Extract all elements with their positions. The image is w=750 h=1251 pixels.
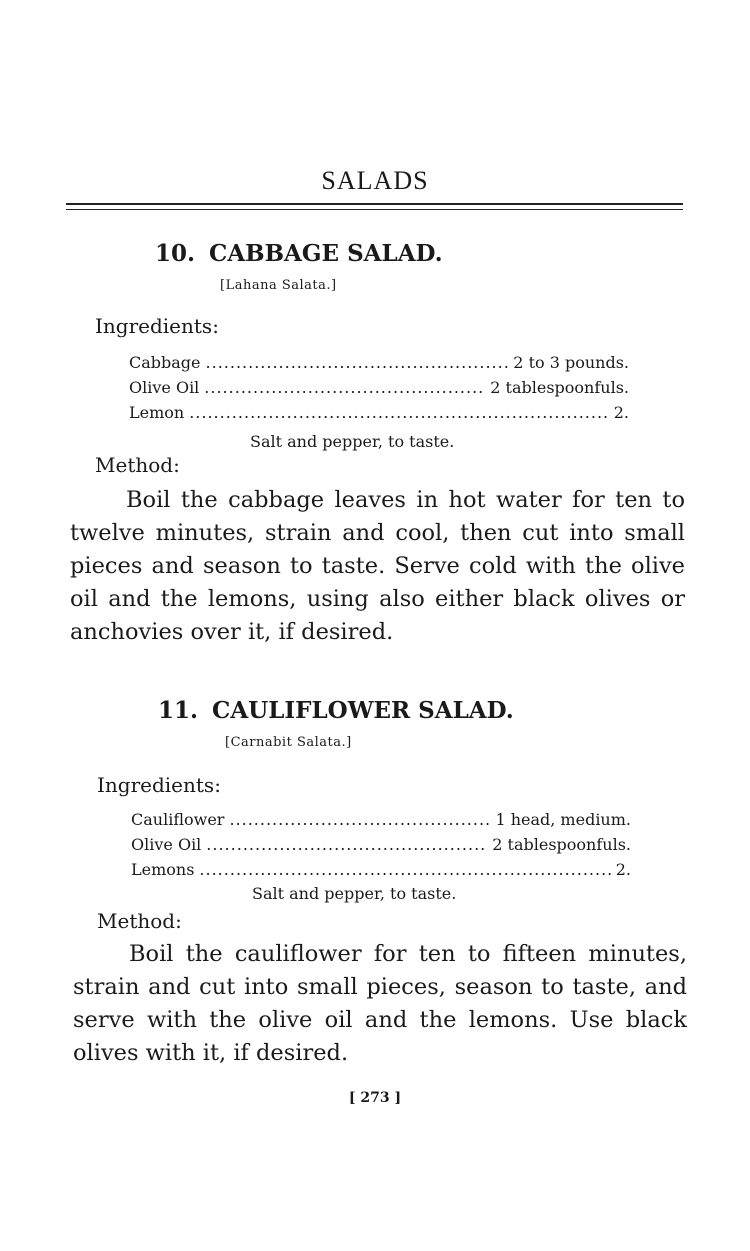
page-number: [ 273 ] — [348, 1090, 402, 1106]
running-head: SALADS — [321, 166, 429, 195]
ingredient-row — [131, 835, 631, 854]
ingredient-row — [129, 403, 629, 422]
ingredient-name: Olive Oil — [131, 835, 202, 854]
ingredient-name: Cabbage — [129, 353, 201, 372]
ingredient-row — [129, 353, 629, 372]
method-label: Method: — [95, 453, 180, 477]
recipe-number: 10. — [155, 240, 196, 267]
dot-leader — [206, 835, 487, 854]
dot-leader — [199, 860, 610, 879]
dot-leader — [229, 810, 490, 829]
ingredients-label: Ingredients: — [97, 773, 221, 797]
ingredient-amount: 1 head, medium. — [495, 810, 631, 829]
recipe-title — [155, 240, 443, 267]
ingredient-name: Olive Oil — [129, 378, 200, 397]
ingredient-name: Cauliflower — [131, 810, 225, 829]
ingredient-amount: 2 to 3 pounds. — [513, 353, 629, 372]
recipe-number: 11. — [158, 697, 199, 724]
dot-leader — [206, 353, 509, 372]
recipe-subtitle: [Carnabit Salata.] — [225, 735, 352, 750]
seasoning-note: Salt and pepper, to taste. — [252, 884, 457, 903]
ingredient-amount: 2. — [613, 403, 629, 422]
ingredients-label: Ingredients: — [95, 314, 219, 338]
ingredient-row — [129, 378, 629, 397]
ingredient-amount: 2 tablespoonfuls. — [490, 378, 629, 397]
ingredient-row — [131, 860, 631, 879]
ingredient-name: Lemons — [131, 860, 195, 879]
recipe-title — [158, 697, 514, 724]
header-rule — [66, 203, 683, 205]
ingredient-name: Lemon — [129, 403, 185, 422]
recipe-subtitle: [Lahana Salata.] — [220, 278, 337, 293]
dot-leader — [189, 403, 609, 422]
seasoning-note: Salt and pepper, to taste. — [250, 432, 455, 451]
recipe-name: CAULIFLOWER SALAD. — [212, 697, 514, 724]
dot-leader — [204, 378, 485, 397]
method-label: Method: — [97, 909, 182, 933]
ingredient-amount: 2 tablespoonfuls. — [492, 835, 631, 854]
method-text: Boil the cauliflower for ten to fifteen minutes, strain and cut into small pieces, season to taste, and serve with the olive oil and the lemons. Use black olives with it, if desired. — [73, 941, 687, 1066]
method-text: Boil the cabbage leaves in hot water for ten to twelve minutes, strain and cool, then cut into small pieces and season to taste. Serve cold with the olive oil and the lemons, using also either black olives or anchovies over it, if desired. — [70, 487, 685, 645]
header-rule-thin — [66, 209, 683, 210]
ingredient-row — [131, 810, 631, 829]
recipe-name: CABBAGE SALAD. — [209, 240, 443, 267]
ingredient-amount: 2. — [615, 860, 631, 879]
